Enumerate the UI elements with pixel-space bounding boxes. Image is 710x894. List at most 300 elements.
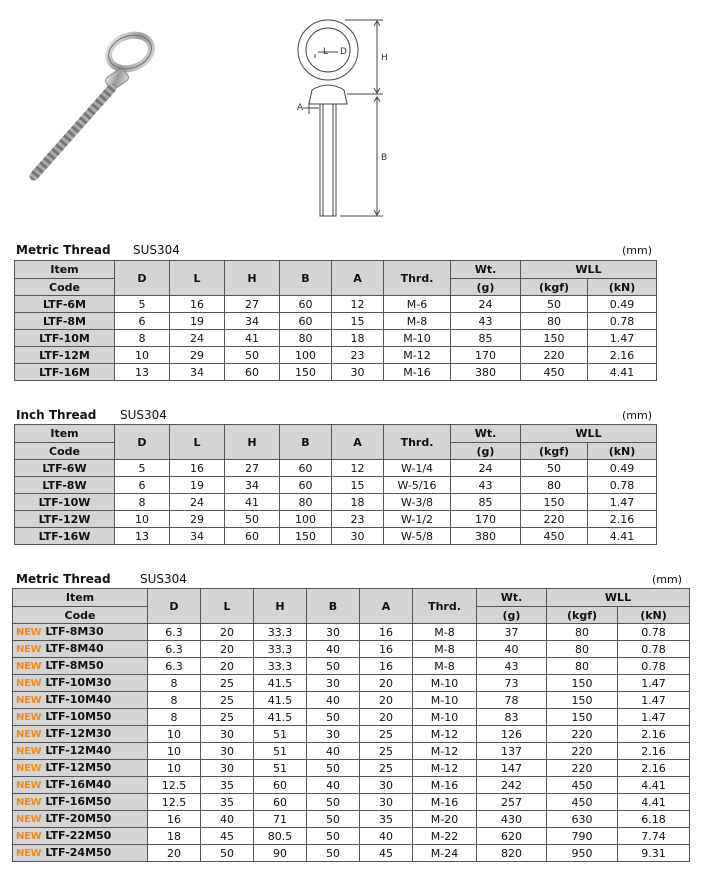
cell-kgf: 50 (521, 296, 588, 313)
cell-thrd: M-12 (413, 726, 477, 743)
cell-d: 6 (115, 313, 170, 330)
table-row (15, 460, 657, 477)
cell-b: 30 (307, 624, 360, 641)
cell-h: 51 (254, 726, 307, 743)
table-row (15, 296, 657, 313)
cell-d: 13 (115, 528, 170, 545)
item-code: LTF-12M50 (45, 761, 112, 774)
cell-l: 16 (170, 296, 225, 313)
header-wt: Wt. (451, 261, 521, 279)
cell-b: 60 (280, 296, 332, 313)
cell-wt: 147 (477, 760, 547, 777)
cell-a: 25 (360, 743, 413, 760)
cell-b: 50 (307, 709, 360, 726)
item-code-cell (13, 709, 148, 726)
cell-kn: 7.74 (618, 828, 690, 845)
cell-h: 60 (254, 794, 307, 811)
table-row (15, 330, 657, 347)
cell-kn: 2.16 (588, 511, 657, 528)
cell-b: 50 (307, 845, 360, 862)
new-badge: NEW (16, 678, 42, 689)
cell-h: 50 (225, 511, 280, 528)
table-row (13, 777, 690, 794)
cell-a: 35 (360, 811, 413, 828)
cell-a: 15 (332, 313, 384, 330)
new-badge: NEW (16, 627, 42, 638)
cell-l: 29 (170, 347, 225, 364)
table-row (13, 726, 690, 743)
cell-d: 6 (115, 477, 170, 494)
cell-b: 60 (280, 460, 332, 477)
item-code: LTF-8M50 (45, 659, 104, 672)
cell-wt: 43 (451, 477, 521, 494)
cell-l: 16 (170, 460, 225, 477)
item-code-cell (15, 347, 115, 364)
table-row (13, 811, 690, 828)
cell-d: 8 (148, 692, 201, 709)
table-row (15, 511, 657, 528)
cell-kgf: 220 (521, 347, 588, 364)
unit-label: (mm) (622, 409, 653, 422)
header-l: L (170, 261, 225, 296)
table-row (15, 494, 657, 511)
header-d: D (115, 261, 170, 296)
header-wll: WLL (521, 261, 657, 279)
cell-thrd: M-8 (413, 641, 477, 658)
cell-b: 60 (280, 477, 332, 494)
unit-label: (mm) (622, 244, 653, 257)
cell-kgf: 80 (521, 313, 588, 330)
cell-b: 40 (307, 641, 360, 658)
label-h: H (381, 53, 388, 63)
cell-wt: 170 (451, 511, 521, 528)
cell-thrd: M-12 (413, 760, 477, 777)
item-code: LTF-8M40 (45, 642, 104, 655)
header-wll: WLL (547, 589, 690, 607)
cell-kgf: 450 (547, 794, 618, 811)
cell-h: 41.5 (254, 692, 307, 709)
cell-h: 41.5 (254, 709, 307, 726)
label-l: L (323, 47, 329, 57)
cell-l: 34 (170, 364, 225, 381)
cell-wt: 380 (451, 364, 521, 381)
table-row (15, 528, 657, 545)
cell-d: 8 (115, 494, 170, 511)
cell-wt: 430 (477, 811, 547, 828)
item-code-cell (13, 641, 148, 658)
cell-kn: 0.78 (588, 477, 657, 494)
item-code-cell (13, 828, 148, 845)
new-badge: NEW (16, 780, 42, 791)
cell-h: 34 (225, 313, 280, 330)
cell-l: 20 (201, 624, 254, 641)
new-badge: NEW (16, 661, 42, 672)
item-code: LTF-12M (39, 348, 90, 362)
header-b: B (280, 261, 332, 296)
cell-kgf: 80 (547, 641, 618, 658)
item-code-cell (15, 296, 115, 313)
header-code: Code (15, 443, 115, 460)
cell-thrd: M-8 (384, 313, 451, 330)
cell-a: 30 (360, 777, 413, 794)
header-a: A (332, 261, 384, 296)
cell-d: 12.5 (148, 777, 201, 794)
cell-kn: 0.78 (618, 658, 690, 675)
cell-kgf: 220 (547, 743, 618, 760)
cell-wt: 85 (451, 330, 521, 347)
cell-wt: 24 (451, 460, 521, 477)
item-code-cell (13, 675, 148, 692)
cell-d: 6.3 (148, 641, 201, 658)
cell-b: 100 (280, 511, 332, 528)
header-kgf: (kgf) (547, 607, 618, 624)
new-badge: NEW (16, 814, 42, 825)
item-code-cell (15, 460, 115, 477)
cell-kgf: 790 (547, 828, 618, 845)
item-code: LTF-10M (39, 331, 90, 345)
cell-kgf: 150 (521, 494, 588, 511)
cell-kgf: 950 (547, 845, 618, 862)
cell-kgf: 80 (547, 658, 618, 675)
header-h: H (225, 261, 280, 296)
cell-thrd: W-1/2 (384, 511, 451, 528)
cell-d: 6.3 (148, 658, 201, 675)
cell-wt: 380 (451, 528, 521, 545)
header-kn: (kN) (588, 279, 657, 296)
cell-kgf: 220 (547, 760, 618, 777)
header-d: D (148, 589, 201, 624)
table-row (13, 692, 690, 709)
item-code: LTF-16M50 (45, 795, 112, 808)
cell-b: 80 (280, 494, 332, 511)
cell-thrd: M-16 (413, 777, 477, 794)
cell-b: 50 (307, 658, 360, 675)
cell-kgf: 450 (547, 777, 618, 794)
cell-h: 41 (225, 330, 280, 347)
cell-wt: 126 (477, 726, 547, 743)
cell-a: 30 (332, 364, 384, 381)
cell-wt: 620 (477, 828, 547, 845)
cell-kn: 1.47 (588, 330, 657, 347)
table-row (15, 364, 657, 381)
cell-d: 16 (148, 811, 201, 828)
cell-a: 16 (360, 658, 413, 675)
cell-l: 35 (201, 794, 254, 811)
cell-b: 50 (307, 811, 360, 828)
cell-a: 40 (360, 828, 413, 845)
cell-thrd: M-6 (384, 296, 451, 313)
item-code-cell (13, 845, 148, 862)
cell-thrd: M-24 (413, 845, 477, 862)
cell-l: 50 (201, 845, 254, 862)
cell-kn: 4.41 (618, 794, 690, 811)
table-row (13, 675, 690, 692)
cell-wt: 137 (477, 743, 547, 760)
cell-a: 15 (332, 477, 384, 494)
spec-table-metric (14, 260, 657, 381)
cell-kgf: 220 (547, 726, 618, 743)
cell-l: 34 (170, 528, 225, 545)
cell-kgf: 80 (547, 624, 618, 641)
cell-thrd: M-12 (384, 347, 451, 364)
cell-kn: 2.16 (588, 347, 657, 364)
item-code: LTF-6W (42, 461, 87, 475)
table-row (15, 313, 657, 330)
cell-l: 35 (201, 777, 254, 794)
cell-d: 10 (148, 743, 201, 760)
header-l: L (201, 589, 254, 624)
cell-h: 33.3 (254, 624, 307, 641)
cell-kgf: 150 (547, 675, 618, 692)
cell-wt: 40 (477, 641, 547, 658)
new-badge: NEW (16, 797, 42, 808)
cell-h: 71 (254, 811, 307, 828)
header-h: H (225, 425, 280, 460)
cell-kn: 1.47 (618, 675, 690, 692)
cell-b: 60 (280, 313, 332, 330)
table-row (13, 658, 690, 675)
header-wt: Wt. (451, 425, 521, 443)
label-b: B (381, 153, 388, 163)
cell-wt: 83 (477, 709, 547, 726)
item-code-cell (13, 726, 148, 743)
table-row (13, 641, 690, 658)
header-kgf: (kgf) (521, 443, 588, 460)
cell-kn: 6.18 (618, 811, 690, 828)
item-code-cell (15, 511, 115, 528)
cell-thrd: M-22 (413, 828, 477, 845)
cell-l: 24 (170, 494, 225, 511)
item-code-cell (15, 528, 115, 545)
cell-h: 50 (225, 347, 280, 364)
cell-thrd: M-16 (413, 794, 477, 811)
cell-thrd: M-10 (413, 675, 477, 692)
cell-wt: 78 (477, 692, 547, 709)
new-badge: NEW (16, 729, 42, 740)
cell-b: 40 (307, 743, 360, 760)
cell-thrd: M-8 (413, 658, 477, 675)
cell-a: 45 (360, 845, 413, 862)
section-title: Metric Thread (16, 572, 111, 586)
cell-kgf: 150 (547, 709, 618, 726)
cell-a: 30 (360, 794, 413, 811)
cell-l: 20 (201, 641, 254, 658)
cell-wt: 85 (451, 494, 521, 511)
cell-a: 23 (332, 511, 384, 528)
new-badge: NEW (16, 848, 42, 859)
cell-d: 18 (148, 828, 201, 845)
item-code: LTF-10M40 (45, 693, 112, 706)
cell-wt: 73 (477, 675, 547, 692)
cell-thrd: W-5/8 (384, 528, 451, 545)
header-b: B (280, 425, 332, 460)
item-code-cell (13, 794, 148, 811)
material-label: SUS304 (133, 243, 180, 257)
material-label: SUS304 (120, 408, 167, 422)
cell-thrd: M-12 (413, 743, 477, 760)
cell-h: 34 (225, 477, 280, 494)
new-badge: NEW (16, 712, 42, 723)
cell-d: 10 (115, 511, 170, 528)
header-item: Item (15, 261, 115, 279)
cell-l: 45 (201, 828, 254, 845)
cell-kgf: 220 (521, 511, 588, 528)
item-code: LTF-12W (38, 512, 91, 526)
item-code-cell (15, 364, 115, 381)
header-kn: (kN) (588, 443, 657, 460)
item-code-cell (15, 477, 115, 494)
new-badge: NEW (16, 831, 42, 842)
cell-h: 51 (254, 760, 307, 777)
item-code: LTF-6M (42, 297, 87, 311)
cell-thrd: M-10 (413, 692, 477, 709)
section-title: Inch Thread (16, 408, 97, 422)
header-kgf: (kgf) (521, 279, 588, 296)
cell-b: 150 (280, 364, 332, 381)
label-d: D (340, 47, 347, 57)
new-badge: NEW (16, 763, 42, 774)
cell-kn: 1.47 (618, 709, 690, 726)
cell-thrd: W-1/4 (384, 460, 451, 477)
header-b: B (307, 589, 360, 624)
new-badge: NEW (16, 746, 42, 757)
cell-l: 30 (201, 743, 254, 760)
cell-wt: 43 (451, 313, 521, 330)
cell-d: 20 (148, 845, 201, 862)
cell-thrd: M-10 (384, 330, 451, 347)
cell-kgf: 450 (521, 364, 588, 381)
header-wt-unit: (g) (477, 607, 547, 624)
table-row (13, 624, 690, 641)
cell-b: 30 (307, 726, 360, 743)
item-code-cell (13, 692, 148, 709)
cell-b: 50 (307, 828, 360, 845)
item-code: LTF-10M50 (45, 710, 112, 723)
header-h: H (254, 589, 307, 624)
header-d: D (115, 425, 170, 460)
cell-h: 27 (225, 460, 280, 477)
cell-b: 80 (280, 330, 332, 347)
cell-d: 10 (148, 726, 201, 743)
cell-h: 33.3 (254, 641, 307, 658)
item-code-cell (13, 658, 148, 675)
cell-thrd: W-5/16 (384, 477, 451, 494)
header-item: Item (15, 425, 115, 443)
cell-a: 20 (360, 692, 413, 709)
cell-b: 150 (280, 528, 332, 545)
cell-b: 30 (307, 675, 360, 692)
eye-bolt-photo (20, 30, 170, 190)
cell-kgf: 50 (521, 460, 588, 477)
cell-kgf: 80 (521, 477, 588, 494)
cell-a: 20 (360, 675, 413, 692)
table-row (13, 743, 690, 760)
item-code: LTF-8W (42, 478, 87, 492)
cell-l: 30 (201, 760, 254, 777)
cell-a: 16 (360, 641, 413, 658)
spec-table-metric-new (12, 588, 690, 862)
cell-d: 5 (115, 460, 170, 477)
header-code: Code (15, 279, 115, 296)
cell-a: 16 (360, 624, 413, 641)
cell-wt: 37 (477, 624, 547, 641)
cell-wt: 257 (477, 794, 547, 811)
item-code-cell (15, 313, 115, 330)
cell-kn: 4.41 (588, 528, 657, 545)
cell-a: 25 (360, 760, 413, 777)
item-code-cell (13, 743, 148, 760)
item-code: LTF-8M (42, 314, 87, 328)
cell-wt: 170 (451, 347, 521, 364)
header-a: A (360, 589, 413, 624)
new-badge: NEW (16, 644, 42, 655)
header-wt: Wt. (477, 589, 547, 607)
item-code: LTF-8M30 (45, 625, 104, 638)
cell-wt: 820 (477, 845, 547, 862)
cell-l: 20 (201, 658, 254, 675)
cell-thrd: M-8 (413, 624, 477, 641)
cell-kn: 2.16 (618, 760, 690, 777)
item-code: LTF-22M50 (45, 829, 112, 842)
cell-h: 90 (254, 845, 307, 862)
item-code: LTF-16M (39, 365, 90, 379)
cell-a: 18 (332, 494, 384, 511)
cell-thrd: M-16 (384, 364, 451, 381)
item-code: LTF-16M40 (45, 778, 112, 791)
cell-h: 60 (225, 364, 280, 381)
cell-a: 20 (360, 709, 413, 726)
cell-a: 23 (332, 347, 384, 364)
cell-kn: 2.16 (618, 743, 690, 760)
cell-d: 10 (148, 760, 201, 777)
cell-kgf: 150 (521, 330, 588, 347)
header-thrd: Thrd. (384, 425, 451, 460)
cell-h: 80.5 (254, 828, 307, 845)
cell-l: 25 (201, 692, 254, 709)
cell-h: 51 (254, 743, 307, 760)
item-code-cell (13, 811, 148, 828)
item-code: LTF-12M40 (45, 744, 112, 757)
header-wll: WLL (521, 425, 657, 443)
cell-d: 8 (148, 675, 201, 692)
cell-d: 6.3 (148, 624, 201, 641)
item-code-cell (13, 624, 148, 641)
cell-kn: 0.78 (618, 641, 690, 658)
cell-d: 12.5 (148, 794, 201, 811)
table-row (15, 477, 657, 494)
header-thrd: Thrd. (384, 261, 451, 296)
cell-l: 24 (170, 330, 225, 347)
item-code: LTF-24M50 (45, 846, 112, 859)
spec-table-inch (14, 424, 657, 545)
cell-h: 27 (225, 296, 280, 313)
table-row (15, 347, 657, 364)
cell-thrd: M-10 (413, 709, 477, 726)
cell-a: 30 (332, 528, 384, 545)
cell-d: 13 (115, 364, 170, 381)
item-code: LTF-16W (38, 529, 91, 543)
cell-kgf: 630 (547, 811, 618, 828)
cell-kn: 0.78 (588, 313, 657, 330)
cell-kn: 0.78 (618, 624, 690, 641)
item-code: LTF-10W (38, 495, 91, 509)
cell-wt: 242 (477, 777, 547, 794)
item-code: LTF-20M50 (45, 812, 112, 825)
cell-kn: 4.41 (588, 364, 657, 381)
cell-h: 41.5 (254, 675, 307, 692)
cell-l: 19 (170, 477, 225, 494)
cell-a: 12 (332, 296, 384, 313)
